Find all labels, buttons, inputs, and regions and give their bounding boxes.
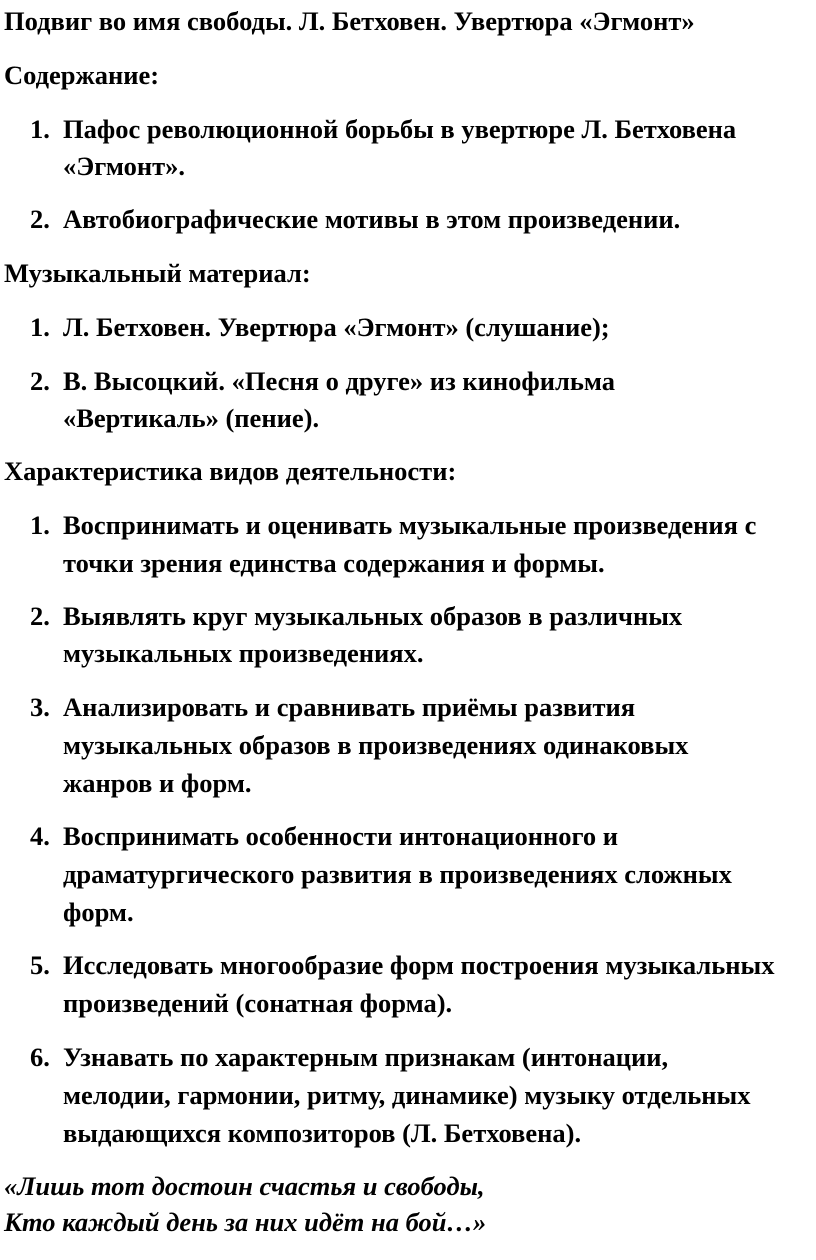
- activities-heading: Характеристика видов деятельности:: [4, 456, 457, 486]
- list-item-line: жанров и форм.: [63, 768, 252, 798]
- list-item-line: Воспринимать и оценивать музыкальные произведения с: [63, 510, 757, 540]
- list-item-line: Воспринимать особенности интонационного и: [63, 821, 619, 851]
- list-item-number: 6.: [30, 1042, 50, 1072]
- list-item-number: 1.: [30, 312, 50, 342]
- list-item-line: Узнавать по характерным признакам (интонации,: [63, 1042, 669, 1072]
- list-item-line: драматургического развития в произведениях сложных: [63, 859, 732, 889]
- list-item-line: Выявлять круг музыкальных образов в различных: [63, 601, 683, 631]
- list-item-line: мелодии, гармонии, ритму, динамике) музыку отдельных: [63, 1080, 751, 1110]
- list-item-number: 2.: [30, 204, 50, 234]
- list-item-line: «Эгмонт».: [63, 151, 186, 181]
- content-heading: Содержание:: [4, 60, 160, 90]
- list-item-line: Исследовать многообразие форм построения музыкальных: [63, 950, 775, 980]
- list-item-line: Автобиографические мотивы в этом произведении.: [63, 204, 681, 234]
- list-item-line: музыкальных образов в произведениях одинаковых: [63, 730, 689, 760]
- epigraph-line: «Лишь тот достоин счастья и свободы,: [4, 1171, 485, 1201]
- list-item-line: произведений (сонатная форма).: [63, 988, 453, 1018]
- list-item-line: Анализировать и сравнивать приёмы развития: [63, 692, 636, 722]
- list-item-line: выдающихся композиторов (Л. Бетховена).: [63, 1118, 582, 1148]
- list-item-line: точки зрения единства содержания и формы.: [63, 548, 605, 578]
- list-item-line: «Вертикаль» (пение).: [63, 403, 320, 433]
- list-item-number: 4.: [30, 821, 50, 851]
- list-item-number: 5.: [30, 950, 50, 980]
- list-item-number: 1.: [30, 510, 50, 540]
- list-item-line: В. Высоцкий. «Песня о друге» из кинофильма: [63, 366, 616, 396]
- list-item-line: форм.: [63, 897, 134, 927]
- list-item-line: Л. Бетховен. Увертюра «Эгмонт» (слушание);: [63, 312, 610, 342]
- music-heading: Музыкальный материал:: [4, 258, 311, 288]
- document-title: Подвиг во имя свободы. Л. Бетховен. Увертюра «Эгмонт»: [4, 6, 695, 36]
- list-item-number: 2.: [30, 601, 50, 631]
- epigraph-line: Кто каждый день за них идёт на бой…»: [4, 1207, 487, 1237]
- list-item-line: музыкальных произведениях.: [63, 638, 424, 668]
- list-item-number: 2.: [30, 366, 50, 396]
- list-item-number: 3.: [30, 692, 50, 722]
- list-item-line: Пафос революционной борьбы в увертюре Л. Бетховена: [63, 114, 737, 144]
- list-item-number: 1.: [30, 114, 50, 144]
